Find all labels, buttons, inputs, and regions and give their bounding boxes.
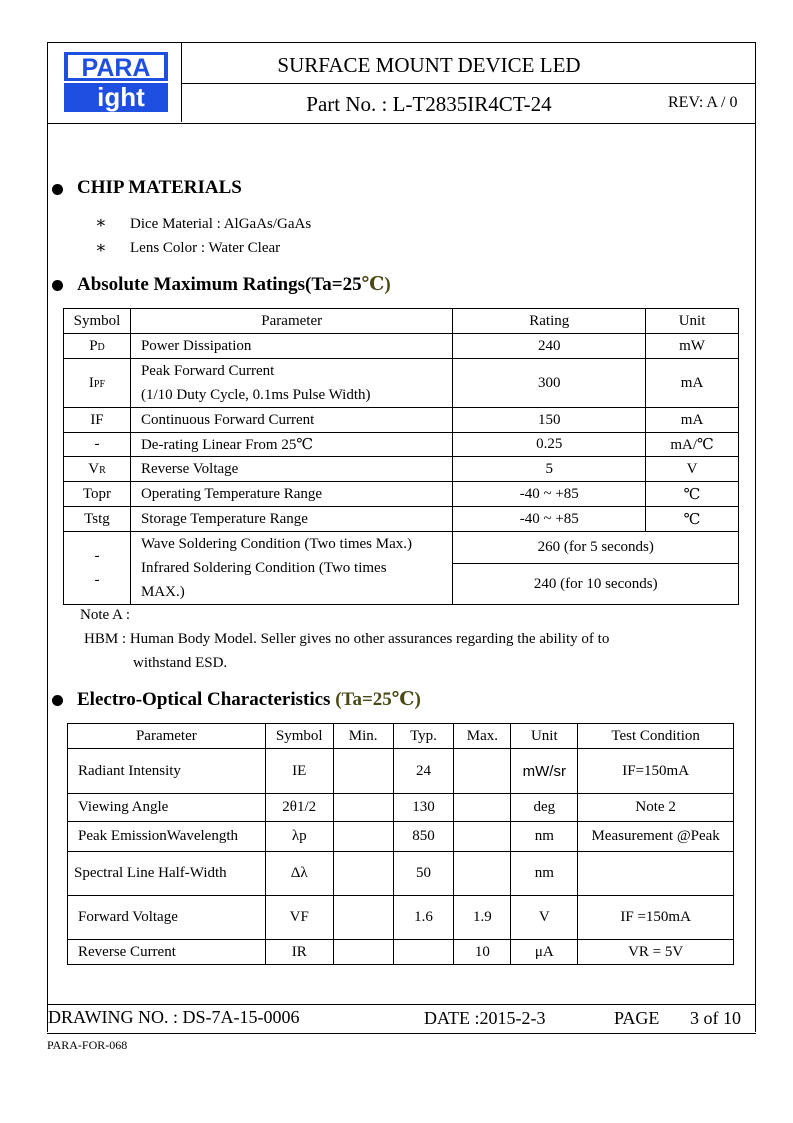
symbol-sub: R bbox=[99, 464, 106, 476]
amr-heading-text: Absolute Maximum Ratings(Ta=25 bbox=[77, 274, 362, 295]
condition-cell: Note 2 bbox=[578, 794, 734, 822]
param-cell: Reverse Voltage bbox=[130, 457, 452, 482]
amr-table bbox=[63, 308, 739, 605]
symbol-cell: 2θ1/2 bbox=[265, 794, 333, 822]
rating-cell bbox=[453, 532, 739, 605]
table-row bbox=[64, 408, 739, 433]
col-header: Parameter bbox=[68, 724, 266, 749]
asterisk-icon: ∗ bbox=[95, 213, 107, 232]
min-cell bbox=[333, 940, 393, 965]
rating-cell: 240 bbox=[453, 334, 646, 359]
param-line: MAX.) bbox=[140, 584, 185, 600]
table-row bbox=[68, 940, 734, 965]
symbol: I bbox=[88, 374, 94, 391]
page-number: 3 of 10 bbox=[690, 1008, 741, 1028]
rating-line: 260 (for 5 seconds) bbox=[453, 532, 738, 564]
amr-heading bbox=[77, 273, 391, 296]
symbol-cell bbox=[64, 457, 131, 482]
min-cell bbox=[333, 852, 393, 896]
symbol-cell: λp bbox=[265, 822, 333, 852]
logo-text-top: PARA bbox=[81, 54, 151, 82]
table-row bbox=[64, 359, 739, 408]
page-left-border bbox=[47, 122, 48, 1032]
eoc-heading-cond: (Ta=25℃) bbox=[335, 689, 421, 710]
symbol: - bbox=[94, 548, 100, 564]
note-title: Note A : bbox=[80, 607, 131, 623]
symbol-cell bbox=[64, 359, 131, 408]
amr-heading-unit: ℃) bbox=[361, 274, 391, 295]
col-header: Unit bbox=[646, 309, 739, 334]
param-cell: Storage Temperature Range bbox=[130, 507, 452, 532]
symbol-cell: IE bbox=[265, 749, 333, 794]
max-cell: 1.9 bbox=[454, 896, 511, 940]
symbol-cell bbox=[64, 532, 131, 605]
bullet-icon bbox=[52, 184, 63, 195]
min-cell bbox=[333, 794, 393, 822]
col-header: Typ. bbox=[393, 724, 454, 749]
symbol-sub: D bbox=[97, 341, 105, 353]
symbol-cell: Tstg bbox=[64, 507, 131, 532]
page-label: PAGE bbox=[614, 1008, 660, 1028]
rating-cell: 150 bbox=[453, 408, 646, 433]
param-cell bbox=[130, 532, 452, 605]
unit-cell: V bbox=[511, 896, 578, 940]
max-cell bbox=[454, 794, 511, 822]
col-header: Min. bbox=[333, 724, 393, 749]
chip-item: Lens Color : Water Clear bbox=[130, 240, 281, 256]
param-cell: Spectral Line Half-Width bbox=[68, 852, 266, 896]
symbol-cell: Topr bbox=[64, 482, 131, 507]
max-cell bbox=[454, 822, 511, 852]
table-row bbox=[68, 852, 734, 896]
symbol-cell bbox=[64, 334, 131, 359]
typ-cell: 24 bbox=[393, 749, 454, 794]
rating-cell: -40 ~ +85 bbox=[453, 482, 646, 507]
revision: REV: A / 0 bbox=[668, 94, 738, 111]
symbol-cell: IR bbox=[265, 940, 333, 965]
min-cell bbox=[333, 822, 393, 852]
symbol-cell: VF bbox=[265, 896, 333, 940]
param-line: Wave Soldering Condition (Two times Max.) bbox=[140, 536, 413, 552]
table-row bbox=[68, 896, 734, 940]
condition-cell bbox=[578, 852, 734, 896]
unit-cell: mA/℃ bbox=[646, 433, 739, 457]
table-row bbox=[64, 334, 739, 359]
symbol-cell: - bbox=[64, 433, 131, 457]
param-line: Infrared Soldering Condition (Two times bbox=[140, 560, 387, 576]
condition-cell: IF=150mA bbox=[578, 749, 734, 794]
table-row bbox=[64, 433, 739, 457]
unit-cell: nm bbox=[511, 822, 578, 852]
eoc-table bbox=[67, 723, 734, 965]
param-cell: Forward Voltage bbox=[68, 896, 266, 940]
header-left-border bbox=[47, 42, 48, 122]
typ-cell: 850 bbox=[393, 822, 454, 852]
header-right-border bbox=[755, 42, 756, 122]
unit-cell: mA bbox=[646, 359, 739, 408]
param-cell: Peak EmissionWavelength bbox=[68, 822, 266, 852]
symbol-cell: Δλ bbox=[265, 852, 333, 896]
rating-cell: -40 ~ +85 bbox=[453, 507, 646, 532]
note-line: HBM : Human Body Model. Seller gives no other assurances regarding the ability of to bbox=[84, 631, 610, 647]
unit-cell: nm bbox=[511, 852, 578, 896]
unit-cell: ℃ bbox=[646, 507, 739, 532]
unit-cell: mW/sr bbox=[511, 749, 578, 794]
bullet-icon bbox=[52, 280, 63, 291]
table-row bbox=[68, 749, 734, 794]
chip-item: Dice Material : AlGaAs/GaAs bbox=[130, 216, 312, 232]
drawing-number: DRAWING NO. : DS-7A-15-0006 bbox=[48, 1007, 300, 1027]
part-number: Part No. : L-T2835IR4CT-24 bbox=[306, 92, 552, 116]
table-row bbox=[64, 507, 739, 532]
typ-cell: 1.6 bbox=[393, 896, 454, 940]
header-row-divider bbox=[181, 83, 756, 84]
param-cell: Continuous Forward Current bbox=[130, 408, 452, 433]
bullet-icon bbox=[52, 695, 63, 706]
condition-cell: Measurement @Peak bbox=[578, 822, 734, 852]
unit-cell: mA bbox=[646, 408, 739, 433]
symbol-sub: PF bbox=[93, 378, 106, 390]
typ-cell: 130 bbox=[393, 794, 454, 822]
min-cell bbox=[333, 749, 393, 794]
condition-cell: VR = 5V bbox=[578, 940, 734, 965]
max-cell: 10 bbox=[454, 940, 511, 965]
rating-cell: 300 bbox=[453, 359, 646, 408]
col-header: Symbol bbox=[265, 724, 333, 749]
table-row bbox=[68, 794, 734, 822]
unit-cell: mW bbox=[646, 334, 739, 359]
symbol: - bbox=[94, 572, 100, 588]
col-header: Parameter bbox=[130, 309, 452, 334]
page-right-border bbox=[755, 122, 756, 1032]
form-number: PARA-FOR-068 bbox=[47, 1038, 128, 1052]
col-header: Max. bbox=[454, 724, 511, 749]
col-header: Test Condition bbox=[578, 724, 734, 749]
col-header: Unit bbox=[511, 724, 578, 749]
unit-cell: V bbox=[646, 457, 739, 482]
typ-cell: 50 bbox=[393, 852, 454, 896]
param-cell: Viewing Angle bbox=[68, 794, 266, 822]
footer-date: DATE :2015-2-3 bbox=[424, 1008, 546, 1028]
symbol: V bbox=[88, 460, 100, 477]
typ-cell bbox=[393, 940, 454, 965]
symbol: P bbox=[89, 337, 98, 354]
max-cell bbox=[454, 852, 511, 896]
rating-line: 240 (for 10 seconds) bbox=[533, 576, 658, 592]
table-row bbox=[64, 457, 739, 482]
param-line: (1/10 Duty Cycle, 0.1ms Pulse Width) bbox=[140, 387, 371, 403]
chip-materials-heading: CHIP MATERIALS bbox=[77, 177, 242, 198]
document-title: SURFACE MOUNT DEVICE LED bbox=[277, 53, 581, 77]
logo-text-bottom: ight bbox=[97, 82, 145, 112]
asterisk-icon: ∗ bbox=[95, 238, 107, 257]
param-cell: Operating Temperature Range bbox=[130, 482, 452, 507]
eoc-heading-text: Electro-Optical Characteristics bbox=[77, 689, 336, 710]
table-row bbox=[68, 822, 734, 852]
eoc-heading bbox=[77, 688, 421, 711]
min-cell bbox=[333, 896, 393, 940]
param-cell: Reverse Current bbox=[68, 940, 266, 965]
param-cell: Radiant Intensity bbox=[68, 749, 266, 794]
param-cell bbox=[130, 359, 452, 408]
param-line: Peak Forward Current bbox=[140, 363, 275, 379]
table-row bbox=[64, 482, 739, 507]
col-header: Symbol bbox=[64, 309, 131, 334]
unit-cell: deg bbox=[511, 794, 578, 822]
rating-cell: 0.25 bbox=[453, 433, 646, 457]
note-line: withstand ESD. bbox=[133, 655, 228, 671]
param-cell: De-rating Linear From 25℃ bbox=[130, 433, 452, 457]
col-header: Rating bbox=[453, 309, 646, 334]
paralight-logo bbox=[64, 52, 168, 112]
table-row-soldering bbox=[64, 532, 739, 605]
rating-cell: 5 bbox=[453, 457, 646, 482]
unit-cell: μA bbox=[511, 940, 578, 965]
max-cell bbox=[454, 749, 511, 794]
symbol-cell: IF bbox=[64, 408, 131, 433]
condition-cell: IF =150mA bbox=[578, 896, 734, 940]
param-cell: Power Dissipation bbox=[130, 334, 452, 359]
unit-cell: ℃ bbox=[646, 482, 739, 507]
